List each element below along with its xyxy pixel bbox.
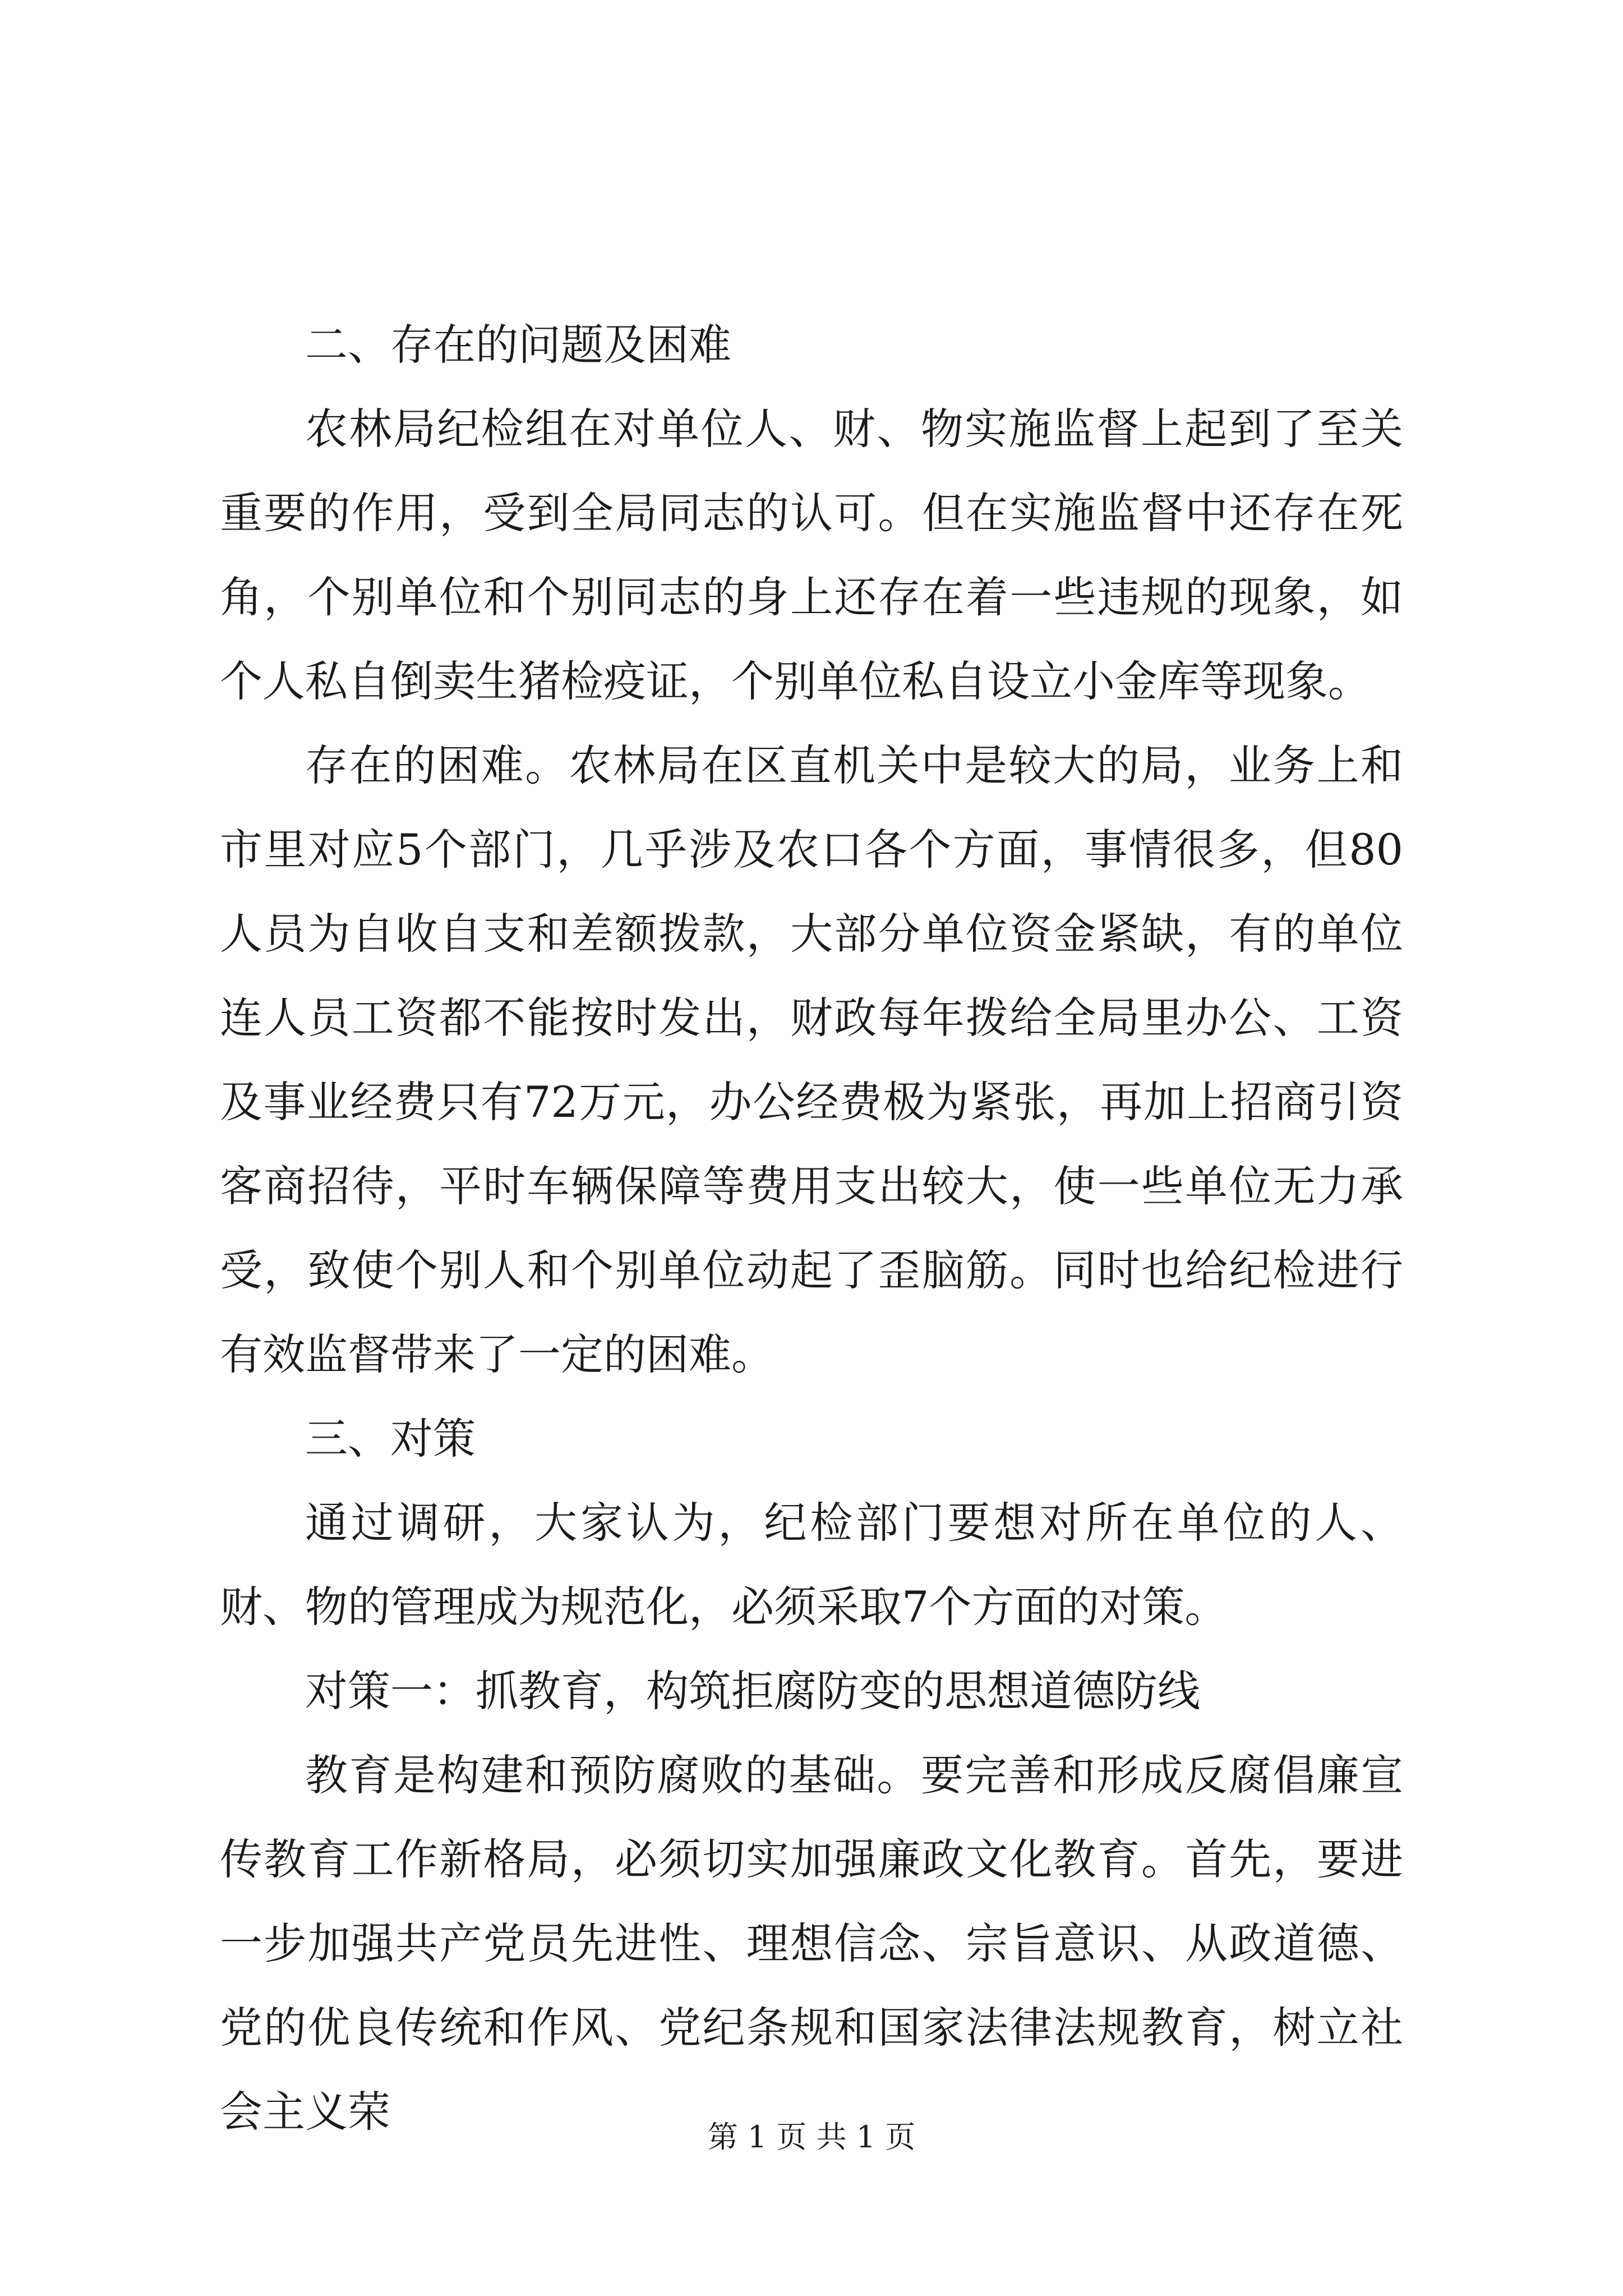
section-heading-problems: 二、存在的问题及困难	[305, 320, 731, 370]
paragraph-education: 教育是构建和预防腐败的基础。要完善和形成反腐倡廉宣传教育工作新格局，必须切实加强廉政文化教育。首先，要进一步加强共产党员先进性、理想信念、宗旨意识、从政道德、党的优良传统和作风、党纪条规和国家法律法规教育，树立社会主义荣	[220, 1750, 1403, 2137]
subheading-countermeasure-one: 对策一：抓教育，构筑拒腐防变的思想道德防线	[305, 1666, 1200, 1716]
paragraph-countermeasures-intro: 通过调研，大家认为，纪检部门要想对所在单位的人、财、物的管理成为规范化，必须采取7个方面的对策。	[220, 1498, 1403, 1632]
paragraph-supervision-issues: 农林局纪检组在对单位人、财、物实施监督上起到了至关重要的作用，受到全局同志的认可。但在实施监督中还存在死角，个别单位和个别同志的身上还存在着一些违规的现象，如个人私自倒卖生猪检疫证，个别单位私自设立小金库等现象。	[220, 404, 1403, 706]
page-footer: 第 1 页 共 1 页	[707, 2119, 916, 2155]
paragraph-difficulties: 存在的困难。农林局在区直机关中是较大的局，业务上和市里对应5个部门，几乎涉及农口各个方面，事情很多，但80人员为自收自支和差额拨款，大部分单位资金紧缺，有的单位连人员工资都不能按时发出，财政每年拨给全局里办公、工资及事业经费只有72万元，办公经费极为紧张，再加上招商引资客商招待，平时车辆保障等费用支出较大，使一些单位无力承受，致使个别人和个别单位动起了歪脑筋。同时也给纪检进行有效监督带来了一定的困难。	[220, 740, 1403, 1379]
document-body	[220, 303, 1403, 2154]
section-heading-countermeasures: 三、对策	[305, 1414, 476, 1464]
